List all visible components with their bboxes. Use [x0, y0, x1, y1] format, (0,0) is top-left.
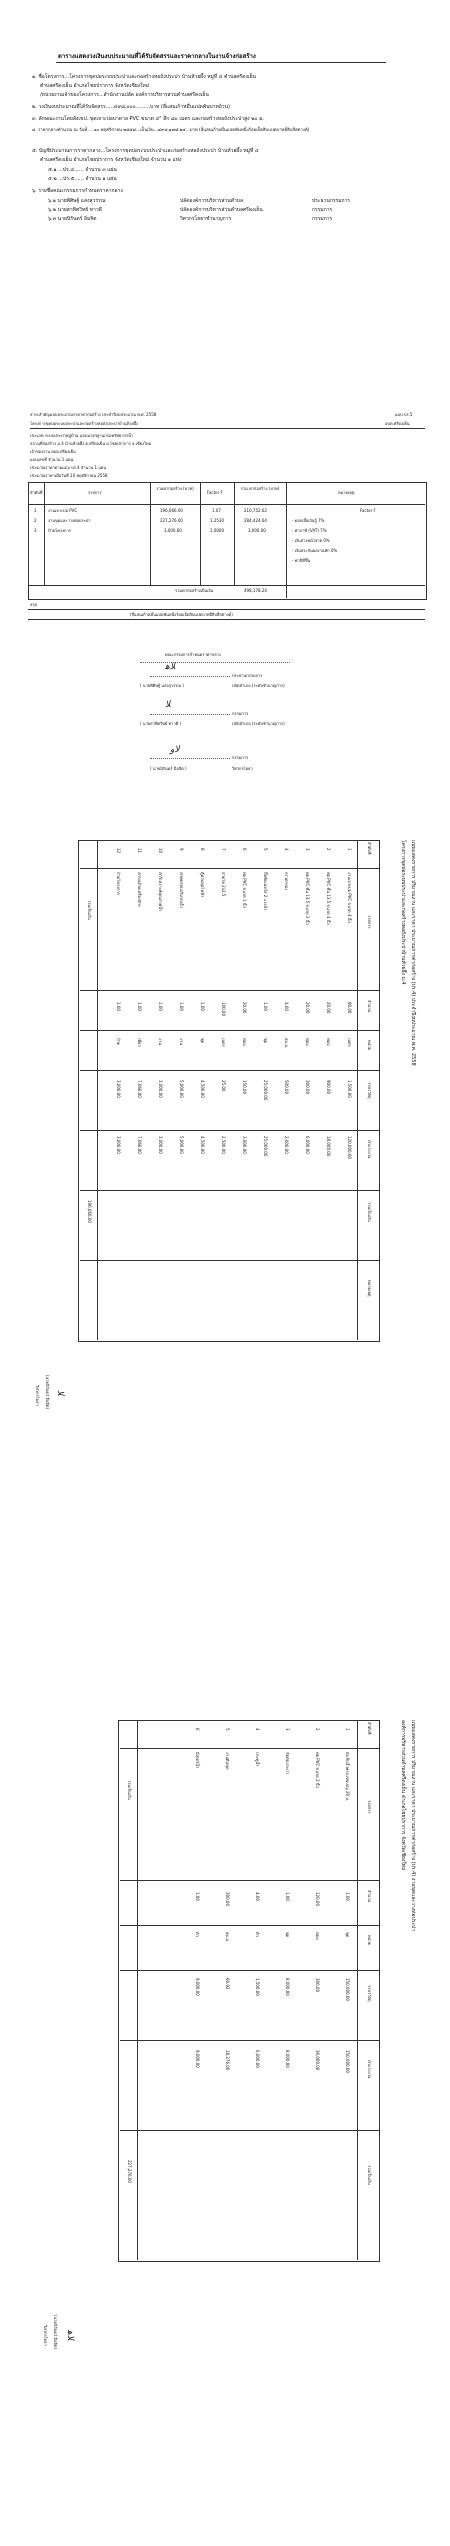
p3-h0: ลำดับที่ [367, 842, 372, 855]
p3-row-cell: ชุด [263, 1038, 268, 1044]
p3-row-cell: ค่าทดสอบปริมาณน้ำ [179, 872, 184, 908]
p4-row-cell: ถังเก็บน้ำทรงแชมเปญ 20 ม. [345, 1752, 350, 1802]
signature-3: ﻻﻭ [170, 745, 180, 755]
p4-row-cell: 1 [345, 1728, 350, 1731]
p3-row-cell: ท่อ PVC ชั้น 13.5 ขนาด 2 นิ้ว [305, 872, 310, 925]
p4-title: แบบแสดงรายการ ปริมาณงาน และราคา ประมาณการค่าก่อสร้าง (ปร.4) งานขุดและวางท่อประปา [410, 1720, 416, 1932]
p4-row-cell: 4 [255, 1728, 260, 1731]
p3-row-cell: 20.00 [242, 1002, 247, 1014]
p3-title: แบบแสดงรายการ ปริมาณงาน และราคา ประมาณการค่าก่อสร้าง (ปร.4) ประจำปีงบประมาณ พ.ศ. 2558 [410, 840, 416, 1066]
p3-row-cell: 6,000.00 [305, 1136, 310, 1154]
info-6: ประมาณราคาเมื่อวันที่ 10 พฤศจิกายน 2558 [30, 473, 108, 478]
note-2: - ค่าภาษี (VAT) 7% [292, 528, 327, 533]
p3-row-cell: 1 [347, 848, 352, 851]
p4-row-cell: 9,000.00 [195, 2050, 200, 2068]
committee-title: คณะกรรมการกำหนดราคากลาง [165, 652, 221, 657]
r3-item: ป้ายโครงการ [48, 528, 71, 533]
p3-row-cell: ท่อน [242, 1038, 247, 1046]
sum-label: สรุป [30, 602, 38, 607]
committee-2-role: กรรมการ [312, 207, 333, 213]
committee-2-name: ๖.๒ นายสาทิศวิทย์ ทาวดี [48, 207, 102, 213]
p4-row-cell: 150,000.00 [345, 1978, 350, 2001]
p3-row-cell: 20.00 [305, 1002, 310, 1014]
th-factor: Factor F [207, 490, 223, 495]
p3-row-cell: 25,000.00 [263, 1080, 268, 1101]
info-5: ประมาณราคาตามแบบ ปร.4 จำนวน 1 แผ่น [30, 465, 106, 470]
r2-cost: 227,276.00 [160, 518, 183, 523]
p3-row-cell: 25.00 [221, 1080, 226, 1092]
committee-1-name: ๖.๑ นายพิศิษฐ์ แสงสุวรรณ [48, 198, 106, 204]
page-1 [0, 0, 450, 400]
r2-factor: 1.2530 [210, 518, 224, 523]
p3-row-cell: 6 [242, 848, 247, 851]
org-name: โครงการขุดบ่อระบบประปาและก่อสร้างหอถังประปาบ้านห้วยผึ้ง [30, 421, 138, 426]
p4-row-cell: ชุด [345, 1932, 350, 1938]
p4-subtitle: องค์การบริหารส่วนตำบลศรีดงเย็น อำเภอไชยปราการ จังหวัดเชียงใหม่ [400, 1720, 406, 1871]
p3-row-cell: 25,000.00 [263, 1136, 268, 1157]
p3-h6: รวมเป็นเงิน [367, 1202, 372, 1222]
p4-h1: รายการ [367, 1800, 372, 1814]
p4-row-cell: ชุด [285, 1932, 290, 1938]
p4-h4: ราคาวัสดุ [367, 1985, 372, 2002]
th-note: หมายเหตุ [338, 490, 355, 495]
p3-row-cell: 4,500.00 [200, 1136, 205, 1154]
committee-3-name: ๖.๓ นายนิรันดร์ อิ่มจิต [48, 216, 97, 222]
p4-row-cell: 18,276.00 [225, 2050, 230, 2071]
p4-row-cell: 300.00 [315, 1978, 320, 1992]
p3-row-cell: เที่ยว [137, 1038, 142, 1047]
committee-1-role: ประธานกรรมการ [312, 198, 351, 204]
p3-row-cell: 4 [284, 848, 289, 851]
total-label: รวมค่าก่อสร้างเป็นเงิน [175, 588, 214, 593]
item-5-2: ๕.๒ ...ปร.๕...... จำนวน ๑ แผ่น [48, 176, 117, 182]
info-3: เจ้าของงาน อบต.ศรีดงเย็น [30, 449, 76, 454]
p4-h2: จำนวน [367, 1890, 372, 1903]
r2-no: 2 [34, 518, 37, 523]
p3-h3: หน่วย [367, 1040, 372, 1050]
item-2: ๒. วงเงินงบประมาณที่ได้รับจัดสรร.....๔๙๘,๐๐๐.........บาท (สี่แสนเก้าหมื่นแปดพันบาทถ้วน) [32, 104, 230, 110]
title-rule [56, 62, 386, 63]
p3-row-cell: 5,000.00 [179, 1136, 184, 1154]
p3-total-value: 196,066.00 [87, 1200, 92, 1223]
p3-row-cell: 1,500.00 [347, 1080, 352, 1098]
r1-no: 1 [34, 508, 37, 513]
p4-row-cell: 1.00 [195, 1892, 200, 1901]
r1-cost: 196,066.00 [160, 508, 183, 513]
info-4: แบบเลขที่ จำนวน 1 แผ่น [30, 457, 74, 462]
p3-subtitle: โครงการขุดบ่อระบบประปาและก่อสร้างหอถังประปาบ้านห้วยผึ้ง ม.4 [400, 840, 406, 985]
p4-row-cell: 8,000.00 [285, 1978, 290, 1996]
p3-row-cell: 1.00 [158, 1002, 163, 1011]
p3-row-cell: กรวดกรอง [284, 872, 289, 891]
th-item: รายการ [88, 490, 102, 495]
p3-h4: ราคาวัสดุ [367, 1082, 372, 1099]
p3-row-cell: 3,000.00 [242, 1136, 247, 1154]
th-no: ลำดับที่ [30, 490, 43, 495]
summary-table [28, 482, 427, 600]
p4-row-cell: 3 [285, 1728, 290, 1731]
th-total: รวม ค่าก่อสร้าง (บาท) [240, 486, 280, 491]
committee-1-position: ปลัดองค์การบริหารส่วนตำบล [180, 198, 244, 204]
info-1: ประเภท ระบบประปาหมู่บ้าน แบบมาตรฐานกรมทรัพยากรน้ำ [30, 433, 134, 438]
info-2: สถานที่ก่อสร้าง ม.4 บ้านห้วยผึ้ง ต.ศรีดงเย็น อ.ไชยปราการ จ.เชียงใหม่ [30, 441, 152, 446]
p3-h1: รายการ [367, 915, 372, 929]
p3-row-cell: 100.00 [221, 1002, 226, 1016]
p3-row-cell: งาน [158, 1038, 163, 1045]
r3-factor: 1.0000 [210, 528, 224, 533]
p3-row-cell: 18,000.00 [326, 1136, 331, 1157]
p4-row-cell: 6 [195, 1728, 200, 1731]
committee-3-role: กรรมการ [312, 216, 333, 222]
header-right: แบบ ปร.5 [395, 412, 413, 417]
p3-row-cell: 7,066.00 [137, 1136, 142, 1154]
signer-2-role: กรรมการ [232, 711, 249, 716]
p3-row-cell: 7 [221, 848, 226, 851]
p4-row-cell: 8,000.00 [285, 2050, 290, 2068]
p3-row-cell: 3,000.00 [116, 1136, 121, 1154]
p4-row-cell: ท่อน [315, 1932, 320, 1940]
item-3: ๓. ลักษณะงานโดยสังเขป..ขุดเจาะบ่อบาดาล PVC ขนาด ๔" ลึก ๘๐ เมตร และก่อสร้างหอถังประปาสูง ๒๐ ม. [32, 116, 265, 122]
header-left: สาระสำคัญแบบประมาณราคาค่าก่อสร้าง ประจำปีงบประมาณ พ.ศ. 2558 [30, 412, 157, 417]
p4-row-cell: ท่อ PVC ขนาด 2 นิ้ว [315, 1752, 320, 1788]
p3-row-cell: 3,000.00 [158, 1080, 163, 1098]
p3-row-cell: เมตร [221, 1038, 226, 1047]
p4-row-cell: 1,500.00 [255, 1978, 260, 1996]
signer-1-position: ปลัดอำเภอ (ระดับชำนาญการ) [232, 683, 285, 688]
p4-h3: หน่วย [367, 1935, 372, 1945]
signer-2-position: ปลัดอำเภอ (ระดับชำนาญการ) [232, 721, 285, 726]
p3-row-cell: 1.00 [263, 1002, 268, 1011]
committee-2-position: ปลัดองค์การบริหารส่วนตำบลศรีดงเย็น [180, 207, 263, 213]
signer-1-role: ประธานกรรมการ [232, 673, 263, 678]
p3-row-cell: 120,000.00 [347, 1136, 352, 1159]
p4-row-cell: ข้อต่อประปา [285, 1752, 290, 1774]
p3-row-cell: 500.00 [284, 1080, 289, 1094]
p3-row-cell: 10 [158, 848, 163, 854]
item-5: ๕. บัญชีประมาณการราคากลาง...โครงการขุดบ่อระบบประปาและก่อสร้างหอถังประปา บ้านห้วยผึ้ง หมู่ที่ ๔ [32, 148, 259, 154]
signer-2-name: ( นายสาทิศวิทย์ ทาวดี ) [140, 721, 182, 726]
p3-row-cell: 3,000.00 [116, 1080, 121, 1098]
item-6: ๖. รายชื่อคณะกรรมการกำหนดราคากลาง [32, 188, 123, 194]
p3-row-cell: งานเจาะบ่อ PVC ขนาด 4 นิ้ว [347, 872, 352, 923]
p4-h0: ลำดับที่ [367, 1722, 372, 1735]
r1-factor: 1.07 [212, 508, 221, 513]
p3-row-cell: สายไฟ 2x2.5 [221, 872, 226, 897]
p3-row-cell: 1.00 [137, 1002, 142, 1011]
item-1: ๑. ชื่อโครงการ...โครงการขุดบ่อระบบประปาและก่อสร้างหอถังประปา บ้านห้วยผึ้ง หมู่ที่ ๔ ตำบลศรีดงเย็น [32, 74, 256, 80]
r1-total: 210,752.62 [244, 508, 267, 513]
p3-row-cell: 9 [179, 848, 184, 851]
p3-row-cell: 2 [326, 848, 331, 851]
p3-row-cell: ท่อ PVC ชั้น 13.5 ขนาด 4 นิ้ว [326, 872, 331, 925]
p3-row-cell: ท่อ PVC ขนาด 1 นิ้ว [242, 872, 247, 908]
p4-row-cell: 9,000.00 [195, 1978, 200, 1996]
p4-row-cell: งานดินขุด [225, 1752, 230, 1770]
p3-row-cell: 3,000.00 [158, 1136, 163, 1154]
note-1: - ดอกเบี้ยเงินกู้ 7% [292, 518, 325, 523]
p4-row-cell: 300.00 [225, 1892, 230, 1906]
page-3 [0, 820, 450, 1680]
p3-row-cell: 300.00 [305, 1080, 310, 1094]
p3-row-cell: 900.00 [326, 1080, 331, 1094]
p4-row-cell: ลบ.ม. [225, 1932, 230, 1943]
page-4-rotated [20, 1710, 420, 2530]
r3-cost: 3,000.00 [164, 528, 182, 533]
p3-row-cell: ค่าขนย้ายเครื่องจักร [137, 872, 142, 907]
p3-signer-role: วิศวกรโยธา [35, 1385, 40, 1406]
signature-2: ﻼ [165, 700, 171, 710]
p3-row-cell: 1.00 [116, 1002, 121, 1011]
p3-total-label: รวมเป็นเงิน [87, 900, 92, 920]
p4-row-cell: 6,000.00 [255, 2050, 260, 2068]
note-5: - ค่าปีที่ขึ้น [292, 558, 311, 563]
p3-h7: หมายเหตุ [367, 1280, 372, 1297]
page-1-title: ตารางแสดงวงเงินงบประมาณที่ได้รับจัดสรรและราคากลางในงานจ้างก่อสร้าง [58, 53, 256, 60]
p3-row-cell: งาน [179, 1038, 184, 1045]
header-rule [30, 428, 425, 429]
p3-h5: ค่าแรงงาน [367, 1140, 372, 1159]
p3-row-cell: 11 [137, 848, 142, 854]
p3-row-cell: ค่าวิเคราะห์คุณภาพน้ำ [158, 872, 163, 912]
item-4: ๔. ราคากลางคำนวณ ณ วันที่.....๑๐ พฤศจิกายน ๒๕๕๘...เป็นเงิน...๔๙๘,๑๗๘.๒๔...บาท (สี่แสนเก้าหมื่นแปดพันหนึ่งร้อยเจ็ดสิบแปดบาทยี่สิบสี่สตางค์) [32, 128, 310, 133]
signer-3-position: วิศวกรโยธา [232, 766, 253, 771]
p4-row-cell: 5 [225, 1728, 230, 1731]
r3-no: 3 [34, 528, 37, 533]
p3-row-cell: 20.00 [326, 1002, 331, 1014]
total-value: 498,178.24 [244, 588, 267, 593]
p3-row-cell: ลบ.ม. [284, 1038, 289, 1049]
p3-row-cell: ป้าย [116, 1038, 121, 1046]
p4-row-cell: 150,000.00 [345, 2050, 350, 2073]
r3-total: 3,000.00 [248, 528, 266, 533]
r2-item: งานขุดและวางท่อประปา [48, 518, 91, 523]
p4-row-cell: 120.00 [315, 1892, 320, 1906]
signer-3-role: กรรมการ [232, 755, 249, 760]
p3-row-cell: ชุด [200, 1038, 205, 1044]
p3-row-cell: 150.00 [242, 1080, 247, 1094]
r2-total: 284,424.64 [244, 518, 267, 523]
p3-row-cell: ท่อน [326, 1038, 331, 1046]
p4-signer: (นายนิรันดร์ อิ่มจิต) [53, 2315, 58, 2350]
p3-row-cell: ป้ายโครงการ [116, 872, 121, 895]
org-right: อบต.ศรีดงเย็น [385, 421, 410, 426]
signer-3-name: ( นายนิรันดร์ อิ่มจิต ) [150, 766, 187, 771]
item-1c: /หน่วยงานเจ้าของโครงการ...สำนักงานปลัด องค์การบริหารส่วนตำบลศรีดงเย็น [40, 92, 209, 98]
p3-h2: จำนวน [367, 1000, 372, 1013]
page-4 [0, 1700, 450, 2546]
p3-row-cell: 2,500.00 [221, 1136, 226, 1154]
p3-row-cell: 4,500.00 [200, 1080, 205, 1098]
p4-row-cell: 1.00 [345, 1892, 350, 1901]
p4-row-cell: 2 [315, 1728, 320, 1731]
p4-h6: รวมเป็นเงิน [367, 2165, 372, 2185]
signature-1: ﻼﻫ [165, 662, 176, 672]
p4-row-cell: มิเตอร์น้ำ [195, 1752, 200, 1769]
p3-row-cell: เมตร [347, 1038, 352, 1047]
p4-row-cell: 4.00 [255, 1892, 260, 1901]
p3-row-cell: 8 [200, 848, 205, 851]
p3-row-cell: 7,066.00 [137, 1080, 142, 1098]
p4-h5: ค่าแรงงาน [367, 2060, 372, 2079]
p4-row-cell: 36,000.00 [315, 2050, 320, 2071]
page-2 [0, 400, 450, 800]
p3-row-cell: 4.00 [284, 1002, 289, 1011]
p4-row-cell: 1.00 [285, 1892, 290, 1901]
p4-row-cell: ประตูน้ำ [255, 1752, 260, 1767]
p3-row-cell: 12 [116, 848, 121, 854]
committee-3-position: วิศวกรโยธาชำนาญการ [180, 216, 232, 222]
p3-signer: (นายนิรันดร์ อิ่มจิต) [45, 1375, 50, 1410]
p4-row-cell: 60.92 [225, 1978, 230, 1990]
p3-row-cell: ปั๊มซับเมอร์ส 2 แรงม้า [263, 872, 268, 911]
p4-signature: ﻼﻫ [65, 2330, 75, 2341]
p3-row-cell: ท่อน [305, 1038, 310, 1046]
p3-row-cell: 80.00 [347, 1002, 352, 1014]
p4-signer-role: วิศวกรโยธา [43, 2325, 48, 2346]
p3-row-cell: ตู้ควบคุมไฟฟ้า [200, 872, 205, 898]
p3-signature: ﻼ [55, 1390, 65, 1396]
p3-row-cell: 2,000.00 [284, 1136, 289, 1154]
item-5b: ตำบลศรีดงเย็น อำเภอไชยปราการ จังหวัดเชียงใหม่ จำนวน ๑ แห่ง [40, 157, 182, 163]
p4-total-value: 227,276.00 [127, 2160, 132, 2183]
p3-row-cell: 1.00 [179, 1002, 184, 1011]
p3-row-cell: 5,000.00 [179, 1080, 184, 1098]
item-5-1: ๕.๑ ...ปร.๔...... จำนวน ๓ แผ่น [48, 167, 117, 173]
signer-1-name: ( นายพิศิษฐ์ แสงสุวรรณ ) [140, 683, 184, 688]
item-1b: ตำบลศรีดงเย็น อำเภอไชยปราการ จังหวัดเชียงใหม่ [40, 83, 150, 89]
p3-row-cell: 5 [263, 848, 268, 851]
note-3: - เงินล่วงหน้าจ่าย 0% [292, 538, 330, 543]
p4-total-label: รวมเป็นเงิน [127, 1780, 132, 1800]
r1-item: งานเจาะบ่อ PVC [48, 508, 78, 513]
p3-row-cell: 3 [305, 848, 310, 851]
r1-note: Factor F [360, 508, 376, 513]
page-3-rotated [20, 830, 420, 1670]
p4-row-cell: ตัว [195, 1932, 200, 1937]
p3-row-cell: 1.00 [200, 1002, 205, 1011]
sum-text: (สี่แสนเก้าหมื่นแปดพันหนึ่งร้อยเจ็ดสิบแปดบาทยี่สิบสี่สตางค์) [130, 612, 233, 617]
th-cost: รวมค่าก่อสร้าง (บาท) [156, 486, 194, 491]
p4-row-cell: ตัว [255, 1932, 260, 1937]
note-4: - เงินประกันผลงานหัก 0% [292, 548, 338, 553]
